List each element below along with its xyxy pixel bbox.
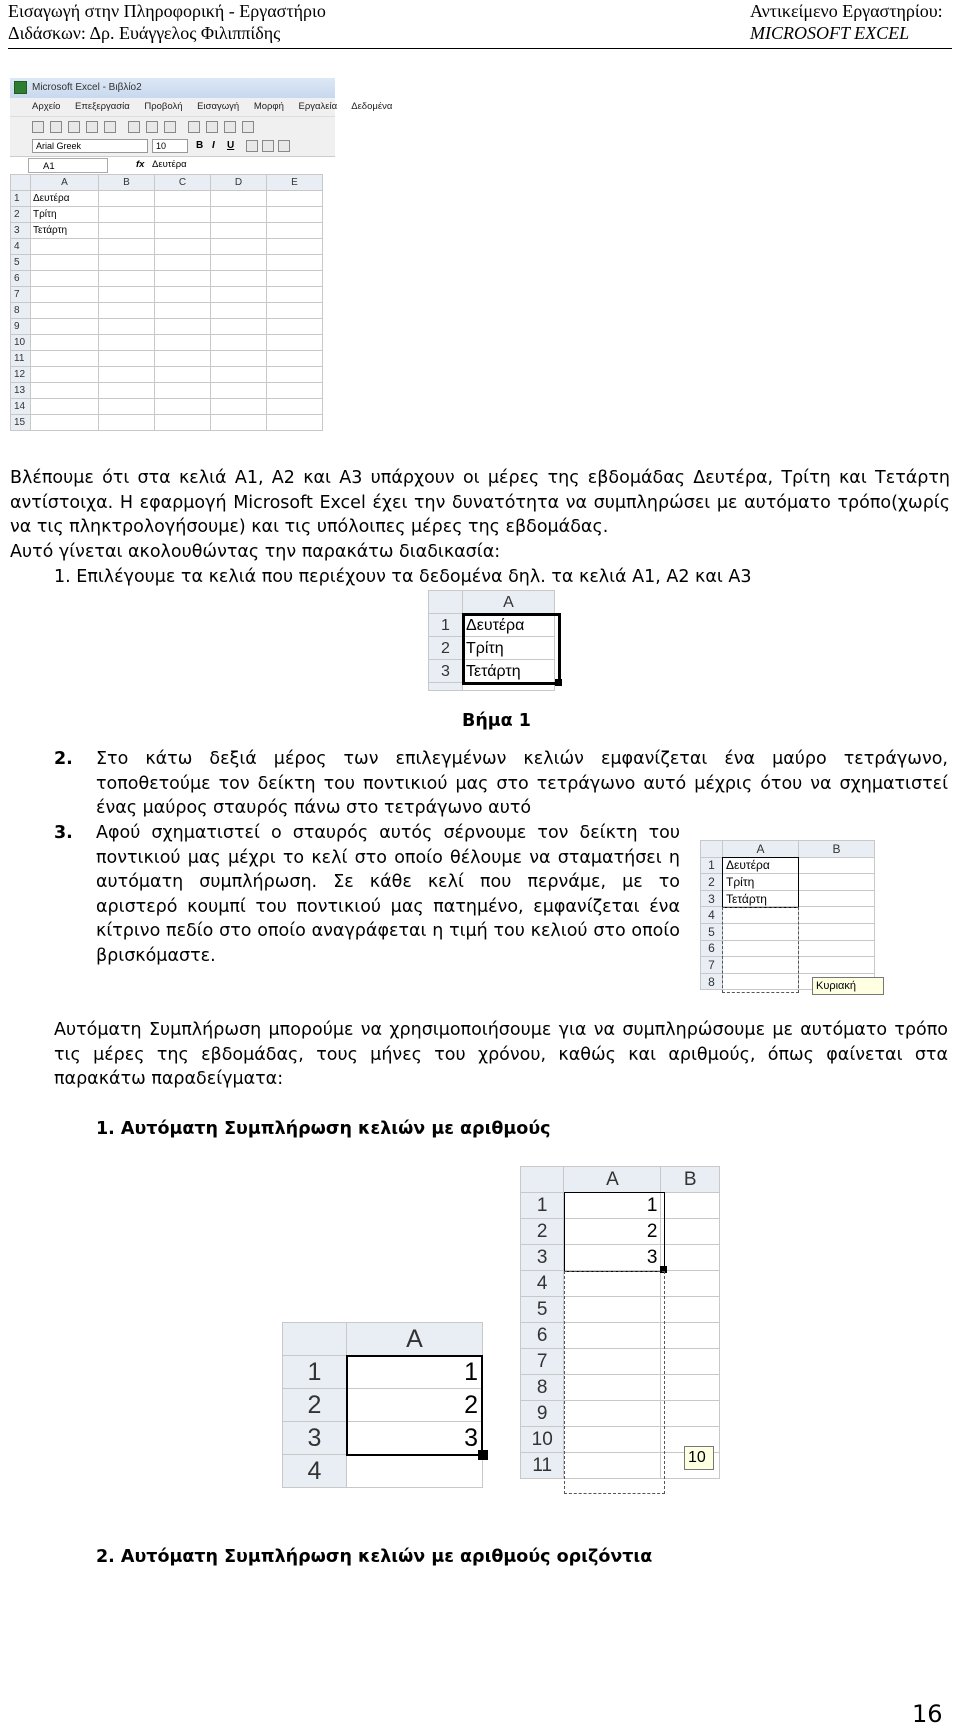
row-header: 1 — [429, 614, 463, 637]
cell[interactable] — [211, 335, 267, 351]
excel-menu-bar — [10, 98, 393, 116]
cell[interactable] — [99, 335, 155, 351]
cell[interactable] — [661, 1349, 720, 1375]
cell[interactable] — [31, 415, 99, 431]
cell[interactable] — [99, 351, 155, 367]
cell[interactable] — [661, 1297, 720, 1323]
row-header[interactable]: 12 — [11, 367, 31, 383]
table-row — [429, 637, 555, 660]
table-row — [11, 367, 323, 383]
column-header[interactable]: C — [155, 175, 211, 191]
cell[interactable] — [155, 255, 211, 271]
bold-button[interactable]: B — [196, 140, 204, 151]
cell[interactable] — [155, 239, 211, 255]
cell[interactable] — [155, 207, 211, 223]
cell[interactable] — [799, 890, 875, 907]
row-header[interactable]: 3 — [521, 1245, 564, 1271]
numbers-selection-grid — [282, 1322, 483, 1488]
select-all-corner — [283, 1323, 347, 1356]
step2-number: 2. — [54, 749, 73, 769]
cell[interactable] — [31, 351, 99, 367]
menu-view[interactable]: Προβολή — [144, 101, 183, 112]
cell[interactable] — [799, 923, 875, 940]
header-rule — [8, 48, 952, 49]
align-left-icon[interactable] — [246, 140, 258, 152]
print-preview-icon[interactable] — [146, 121, 158, 133]
cell[interactable] — [99, 383, 155, 399]
header-left — [8, 0, 326, 44]
row-header[interactable]: 15 — [11, 415, 31, 431]
row-header[interactable]: 10 — [521, 1427, 564, 1453]
column-header-row — [521, 1167, 720, 1193]
email-icon[interactable] — [104, 121, 116, 133]
lab-subject: MICROSOFT EXCEL — [750, 23, 910, 43]
cell[interactable]: 3 — [564, 1245, 661, 1271]
cell[interactable]: Τετάρτη — [723, 890, 799, 907]
table-row — [11, 207, 323, 223]
table-row — [701, 874, 875, 891]
row-header[interactable]: 7 — [11, 287, 31, 303]
numbers-selection-screenshot — [282, 1322, 488, 1494]
cell[interactable] — [267, 223, 323, 239]
cell[interactable]: Τρίτη — [31, 207, 99, 223]
section-heading-numbers: 1. Αυτόματη Συμπλήρωση κελιών με αριθμούς — [96, 1119, 551, 1139]
cell[interactable] — [211, 303, 267, 319]
font-size-select[interactable]: 10 — [152, 139, 188, 153]
cell[interactable]: 3 — [347, 1422, 483, 1455]
cell[interactable]: 1 — [564, 1193, 661, 1219]
column-header: A — [463, 591, 555, 614]
row-header[interactable]: 1 — [283, 1356, 347, 1389]
row-header[interactable]: 6 — [11, 271, 31, 287]
table-row — [429, 614, 555, 637]
excel-app-icon — [14, 81, 27, 94]
column-header-row — [429, 591, 555, 614]
menu-file[interactable]: Αρχείο — [32, 101, 61, 112]
cell[interactable] — [267, 271, 323, 287]
drag-outline — [722, 907, 799, 993]
select-all-corner[interactable] — [11, 175, 31, 191]
table-row — [521, 1219, 720, 1245]
row-header[interactable]: 9 — [11, 319, 31, 335]
cell[interactable] — [211, 415, 267, 431]
cell[interactable] — [31, 287, 99, 303]
row-header[interactable]: 11 — [11, 351, 31, 367]
row-header: 3 — [429, 660, 463, 683]
row-header[interactable]: 2 — [11, 207, 31, 223]
cell[interactable] — [799, 874, 875, 891]
row-header[interactable]: 1 — [701, 857, 723, 874]
cell[interactable] — [267, 399, 323, 415]
column-header[interactable]: A — [31, 175, 99, 191]
formatting-toolbar — [10, 136, 335, 156]
cell[interactable] — [267, 335, 323, 351]
cell[interactable] — [799, 940, 875, 957]
row-header[interactable]: 6 — [701, 940, 723, 957]
cell[interactable] — [661, 1271, 720, 1297]
cell[interactable] — [347, 1455, 483, 1488]
column-header[interactable]: D — [211, 175, 267, 191]
row-header: 2 — [429, 637, 463, 660]
cell[interactable] — [211, 399, 267, 415]
autofill-paragraph: Αυτόματη Συμπλήρωση μπορούμε να χρησιμοποιήσουμε για να συμπληρώσουμε με αυτόματο τρόπο τις μέρες της εβδομάδας, τους μήνες του χρόνου, καθώς και αριθμούς, όπως φαίνεται στα παρακάτω παραδείγματα: — [54, 1020, 948, 1089]
cell[interactable] — [155, 319, 211, 335]
column-header-row — [11, 175, 323, 191]
cell[interactable] — [31, 319, 99, 335]
cell — [463, 683, 555, 691]
step2-text: Στο κάτω δεξιά μέρος των επιλεγμένων κελιών εμφανίζεται ένα μαύρο τετράγωνο, τοποθετούμε τον δείκτη του ποντικιού μας στο τετράγωνο αυτό μέχρις ότου να σχηματιστεί ένας μαύρος σταυρός πάνω στο τετράγωνο αυτό — [96, 749, 948, 818]
align-center-icon[interactable] — [262, 140, 274, 152]
column-header: A — [723, 841, 799, 858]
menu-tools[interactable]: Εργαλεία — [298, 101, 338, 112]
underline-button[interactable]: U — [227, 140, 235, 151]
table-row — [11, 415, 323, 431]
cell[interactable] — [99, 303, 155, 319]
table-row — [11, 303, 323, 319]
autofill-drag-screenshot — [700, 840, 912, 1004]
row-header[interactable]: 13 — [11, 383, 31, 399]
table-row — [701, 857, 875, 874]
row-header[interactable]: 3 — [11, 223, 31, 239]
table-row — [11, 383, 323, 399]
cell[interactable] — [267, 415, 323, 431]
step3-text: Αφού σχηματιστεί ο σταυρός αυτός σέρνουμε τον δείκτη του ποντικιού μας μέχρι το κελί στο οποίο θέλουμε να σταματήσει η αυτόματη συμπλήρωση. Σε κάθε κελί που περνάμε, με το αριστερό κουμπί του ποντικιού μας πατημένο, εμφανίζεται ένα κίτρινο πεδίο στο οποίο αναγράφεται η τιμή του κελιού στο οποίο βρισκόμαστε. — [96, 823, 680, 966]
name-box[interactable]: A1 — [28, 158, 108, 173]
row-header[interactable]: 14 — [11, 399, 31, 415]
table-row — [11, 271, 323, 287]
excel-window-title: Microsoft Excel - Βιβλίο2 — [32, 82, 142, 93]
cell[interactable] — [155, 415, 211, 431]
fill-handle — [478, 1450, 488, 1460]
cell[interactable] — [31, 367, 99, 383]
row-header[interactable]: 10 — [11, 335, 31, 351]
cell[interactable] — [31, 383, 99, 399]
cell: Δευτέρα — [463, 614, 555, 637]
cell[interactable] — [267, 303, 323, 319]
step1-grid — [428, 590, 555, 691]
numbers-fill-screenshot — [520, 1166, 720, 1494]
row-header[interactable]: 1 — [521, 1193, 564, 1219]
menu-format[interactable]: Μορφή — [253, 101, 284, 112]
cell[interactable] — [155, 335, 211, 351]
table-row — [11, 319, 323, 335]
cell[interactable] — [31, 399, 99, 415]
cell[interactable] — [799, 857, 875, 874]
table-row — [11, 335, 323, 351]
cell[interactable] — [267, 287, 323, 303]
new-file-icon[interactable] — [32, 121, 44, 133]
cell[interactable] — [99, 319, 155, 335]
cell[interactable] — [155, 223, 211, 239]
cell[interactable] — [99, 207, 155, 223]
table-row — [521, 1245, 720, 1271]
cell[interactable] — [155, 351, 211, 367]
cell[interactable] — [661, 1245, 720, 1271]
table-row — [11, 287, 323, 303]
cell[interactable]: Δευτέρα — [723, 857, 799, 874]
select-all-corner — [701, 841, 723, 858]
print-icon[interactable] — [128, 121, 140, 133]
table-row — [283, 1356, 483, 1389]
autofill-tooltip: Κυριακή — [812, 977, 884, 995]
step1-screenshot — [428, 590, 578, 692]
cell[interactable] — [99, 287, 155, 303]
cell[interactable] — [155, 383, 211, 399]
cell[interactable] — [267, 207, 323, 223]
cell[interactable] — [661, 1401, 720, 1427]
table-row — [429, 660, 555, 683]
procedure-intro: Αυτό γίνεται ακολουθώντας την παρακάτω διαδικασία: — [10, 542, 501, 562]
excel-title-bar — [10, 78, 335, 98]
cell: Τρίτη — [463, 637, 555, 660]
cell[interactable] — [661, 1375, 720, 1401]
cell[interactable] — [99, 191, 155, 207]
row-header[interactable]: 4 — [521, 1271, 564, 1297]
spelling-icon[interactable] — [164, 121, 176, 133]
cell[interactable] — [211, 383, 267, 399]
cell[interactable] — [799, 907, 875, 924]
paste-icon[interactable] — [224, 121, 236, 133]
table-row — [11, 239, 323, 255]
cell[interactable] — [211, 207, 267, 223]
cell[interactable]: Τρίτη — [723, 874, 799, 891]
cell[interactable] — [155, 367, 211, 383]
row-header[interactable]: 8 — [11, 303, 31, 319]
row-header[interactable]: 3 — [283, 1422, 347, 1455]
step1-caption: Βήμα 1 — [462, 711, 531, 731]
instructor-name: Διδάσκων: Δρ. Ευάγγελος Φιλιππίδης — [8, 23, 281, 43]
cell[interactable] — [31, 239, 99, 255]
table-row — [11, 191, 323, 207]
cell[interactable] — [99, 223, 155, 239]
cell[interactable] — [99, 367, 155, 383]
cell[interactable] — [155, 271, 211, 287]
table-row — [701, 890, 875, 907]
cell[interactable] — [267, 319, 323, 335]
standard-toolbar — [10, 116, 335, 136]
save-icon[interactable] — [68, 121, 80, 133]
page-number: 16 — [912, 1700, 943, 1728]
cell[interactable] — [99, 271, 155, 287]
row-header[interactable]: 2 — [521, 1219, 564, 1245]
cell[interactable] — [267, 191, 323, 207]
cell[interactable] — [99, 239, 155, 255]
row-header — [429, 683, 463, 691]
formula-bar — [10, 156, 335, 174]
header-right — [750, 0, 943, 44]
section-heading-horizontal: 2. Αυτόματη Συμπλήρωση κελιών με αριθμούς οριζόντια — [96, 1547, 653, 1567]
cell[interactable] — [31, 271, 99, 287]
cell[interactable] — [211, 239, 267, 255]
permission-icon[interactable] — [86, 121, 98, 133]
cell[interactable] — [267, 367, 323, 383]
cell[interactable] — [211, 287, 267, 303]
row-header[interactable]: 3 — [701, 890, 723, 907]
table-row — [283, 1422, 483, 1455]
table-row — [11, 223, 323, 239]
table-row — [11, 351, 323, 367]
cell[interactable] — [155, 303, 211, 319]
select-all-corner — [429, 591, 463, 614]
cell[interactable] — [211, 191, 267, 207]
intro-paragraph: Βλέπουμε ότι στα κελιά Α1, Α2 και Α3 υπάρχουν οι μέρες της εβδομάδας Δευτέρα, Τρίτη και Τετάρτη αντίστοιχα. Η εφαρμογή Microsoft Excel έχει την δυνατότητα να συμπληρώσει με αυτόματο τρόπο(χωρίς να τις πληκτρολογήσουμε) και τις υπόλοιπες μέρες της εβδομάδας. — [10, 468, 950, 537]
step3-number: 3. — [54, 823, 73, 843]
row-header[interactable]: 7 — [701, 957, 723, 974]
cell[interactable] — [211, 271, 267, 287]
cell[interactable] — [99, 255, 155, 271]
row-header[interactable]: 1 — [11, 191, 31, 207]
row-header[interactable]: 9 — [521, 1401, 564, 1427]
row-header[interactable]: 4 — [283, 1455, 347, 1488]
table-row — [429, 683, 555, 691]
row-header[interactable]: 7 — [521, 1349, 564, 1375]
row-header[interactable]: 4 — [701, 907, 723, 924]
row-header[interactable]: 5 — [521, 1297, 564, 1323]
cell[interactable] — [211, 351, 267, 367]
row-header[interactable]: 4 — [11, 239, 31, 255]
cell[interactable] — [799, 957, 875, 974]
row-header[interactable]: 5 — [701, 923, 723, 940]
select-all-corner — [521, 1167, 564, 1193]
row-header[interactable]: 2 — [701, 874, 723, 891]
column-header: A — [564, 1167, 661, 1193]
cell[interactable] — [661, 1219, 720, 1245]
open-folder-icon[interactable] — [50, 121, 62, 133]
formula-input[interactable]: Δευτέρα — [152, 159, 187, 170]
column-header: B — [661, 1167, 720, 1193]
cell[interactable] — [267, 255, 323, 271]
cell[interactable] — [99, 399, 155, 415]
column-header: B — [799, 841, 875, 858]
cell[interactable]: 1 — [347, 1356, 483, 1389]
cell[interactable] — [211, 367, 267, 383]
cell[interactable] — [31, 335, 99, 351]
autofill-tooltip: 10 — [684, 1446, 714, 1470]
column-header[interactable]: B — [99, 175, 155, 191]
row-header[interactable]: 8 — [521, 1375, 564, 1401]
copy-icon[interactable] — [206, 121, 218, 133]
row-header[interactable]: 6 — [521, 1323, 564, 1349]
table-row — [11, 255, 323, 271]
row-header[interactable]: 11 — [521, 1453, 564, 1479]
cell[interactable] — [267, 383, 323, 399]
row-header[interactable]: 8 — [701, 973, 723, 990]
column-header[interactable]: E — [267, 175, 323, 191]
column-header-row — [701, 841, 875, 858]
cell[interactable] — [31, 255, 99, 271]
cell[interactable] — [211, 319, 267, 335]
cell[interactable] — [99, 415, 155, 431]
row-header[interactable]: 2 — [283, 1389, 347, 1422]
cell[interactable] — [267, 239, 323, 255]
fill-handle[interactable] — [555, 679, 562, 686]
menu-insert[interactable]: Εισαγωγή — [197, 101, 240, 112]
course-title: Εισαγωγή στην Πληροφορική - Εργαστήριο — [8, 1, 326, 21]
cell[interactable] — [155, 399, 211, 415]
lab-subject-label: Αντικείμενο Εργαστηρίου: — [750, 1, 943, 21]
menu-data[interactable]: Δεδομένα — [351, 101, 393, 112]
cell[interactable]: 2 — [347, 1389, 483, 1422]
align-right-icon[interactable] — [278, 140, 290, 152]
cell[interactable] — [155, 287, 211, 303]
column-header-row — [283, 1323, 483, 1356]
table-row — [521, 1193, 720, 1219]
cell[interactable]: 2 — [564, 1219, 661, 1245]
cell[interactable]: Τετάρτη — [31, 223, 99, 239]
row-header[interactable]: 5 — [11, 255, 31, 271]
cell[interactable] — [155, 191, 211, 207]
cell[interactable] — [31, 303, 99, 319]
italic-button[interactable]: I — [212, 140, 215, 151]
excel-window-screenshot — [10, 78, 393, 448]
cell[interactable] — [211, 223, 267, 239]
drag-outline — [564, 1271, 665, 1494]
cell[interactable] — [267, 351, 323, 367]
cell[interactable] — [661, 1323, 720, 1349]
step1-text: 1. Επιλέγουμε τα κελιά που περιέχουν τα δεδομένα δηλ. τα κελιά Α1, Α2 και Α3 — [54, 567, 752, 587]
font-name-select[interactable]: Arial Greek — [32, 139, 148, 153]
cell[interactable]: Δευτέρα — [31, 191, 99, 207]
cut-icon[interactable] — [188, 121, 200, 133]
format-painter-icon[interactable] — [242, 121, 254, 133]
menu-edit[interactable]: Επεξεργασία — [75, 101, 130, 112]
cell: Τετάρτη — [463, 660, 555, 683]
fx-label[interactable]: fx — [136, 159, 145, 170]
table-row — [11, 399, 323, 415]
table-row — [283, 1389, 483, 1422]
cell[interactable] — [211, 255, 267, 271]
cell[interactable] — [661, 1193, 720, 1219]
worksheet-grid — [10, 174, 323, 431]
table-row — [283, 1455, 483, 1488]
column-header: A — [347, 1323, 483, 1356]
